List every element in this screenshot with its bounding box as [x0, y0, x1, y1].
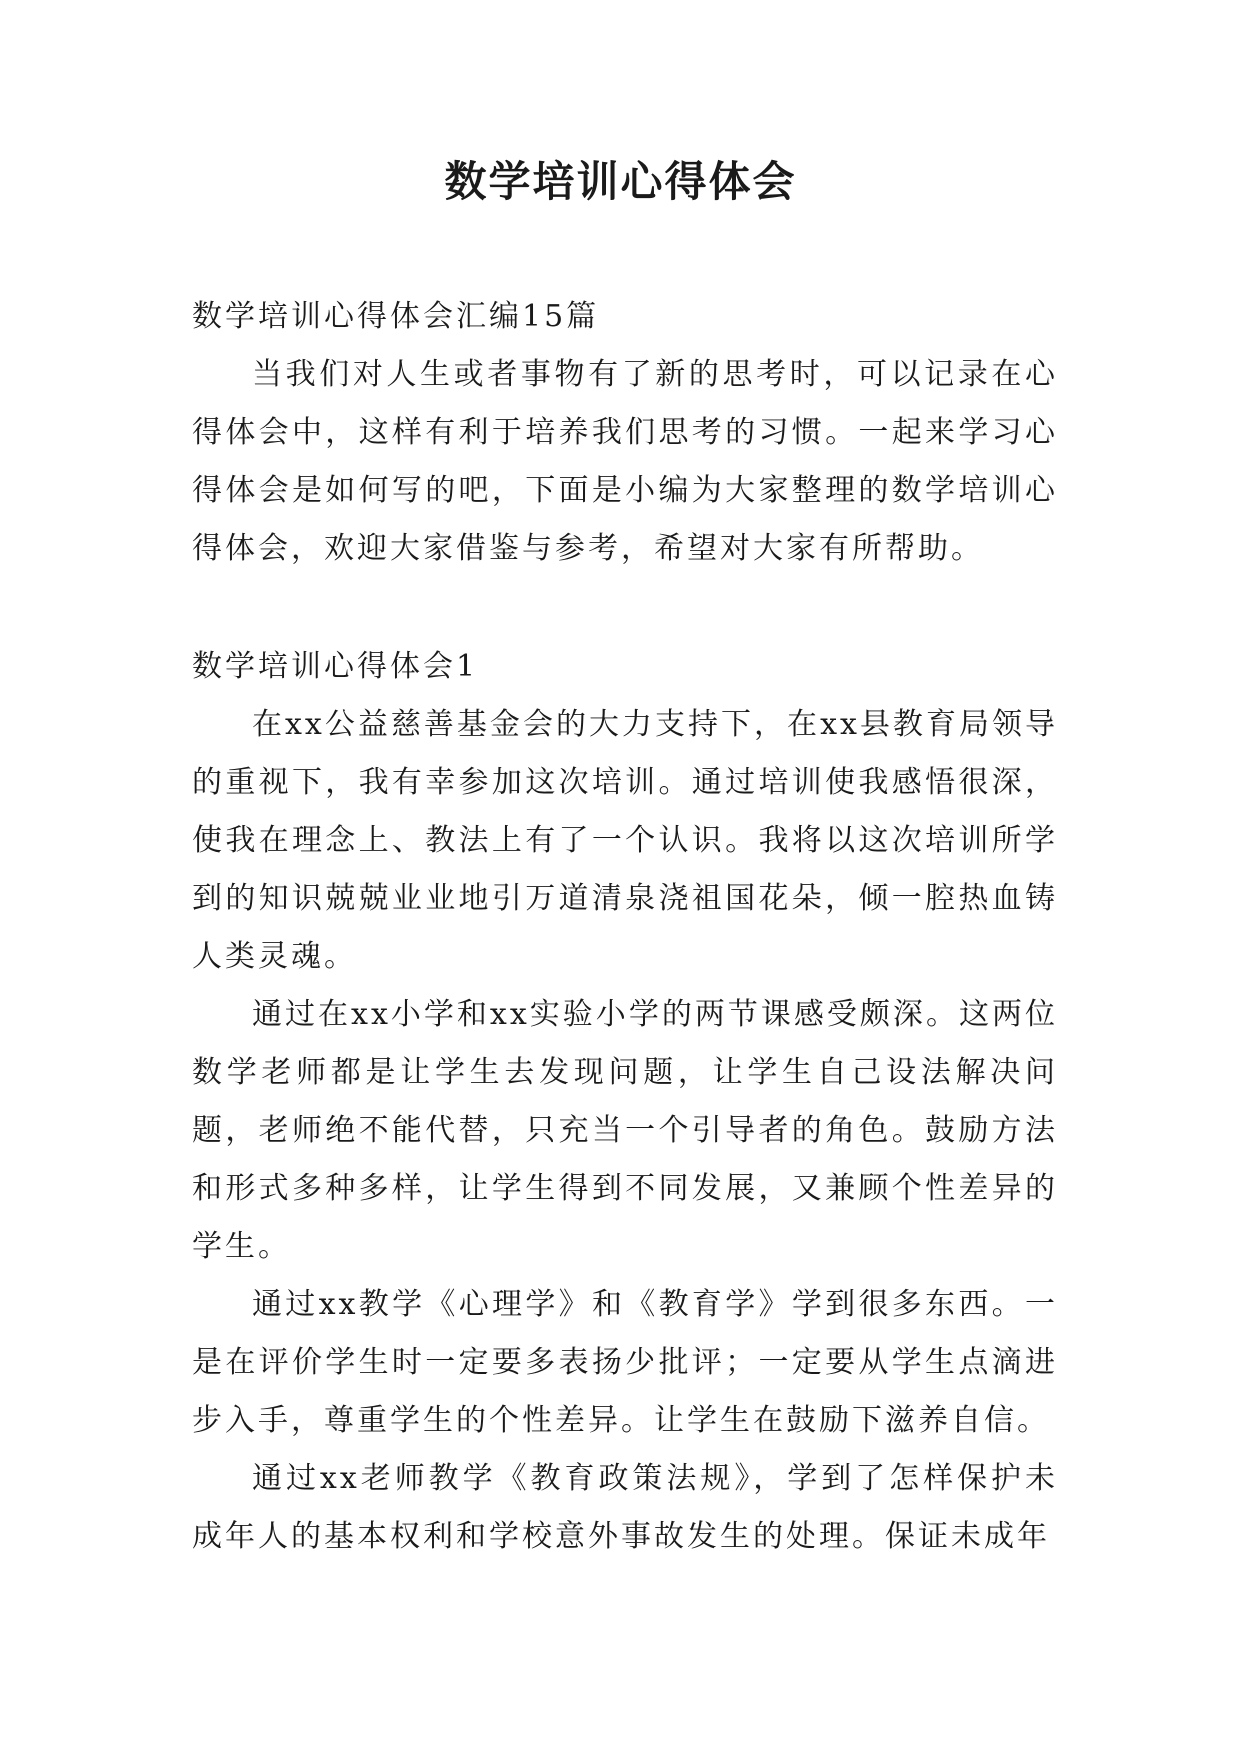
document-title: 数学培训心得体会 [444, 157, 797, 206]
section-heading: 数学培训心得体会1 [192, 649, 479, 684]
body-paragraph: 通过xx老师教学《教育政策法规》，学到了怎样保护未成年人的基本权利和学校意外事故发生的处理。保证未成年 [192, 1461, 1058, 1554]
body-paragraph: 在xx公益慈善基金会的大力支持下，在xx县教育局领导的重视下，我有幸参加这次培训。通过培训使我感悟很深，使我在理念上、教法上有了一个认识。我将以这次培训所学到的知识兢兢业业地引万道清泉浇祖国花朵，倾一腔热血铸人类灵魂。 [192, 707, 1058, 974]
section-spacer [192, 578, 1058, 638]
collection-subtitle: 数学培训心得体会汇编15篇 [192, 299, 600, 334]
document-body [192, 288, 1058, 1566]
body-paragraph: 通过xx教学《心理学》和《教育学》学到很多东西。一是在评价学生时一定要多表扬少批评；一定要从学生点滴进步入手，尊重学生的个性差异。让学生在鼓励下滋养自信。 [192, 1287, 1058, 1438]
body-paragraph: 通过在xx小学和xx实验小学的两节课感受颇深。这两位数学老师都是让学生去发现问题，让学生自己设法解决问题，老师绝不能代替，只充当一个引导者的角色。鼓励方法和形式多种多样，让学生得到不同发展，又兼顾个性差异的学生。 [192, 997, 1058, 1264]
intro-paragraph: 当我们对人生或者事物有了新的思考时，可以记录在心得体会中，这样有利于培养我们思考的习惯。一起来学习心得体会是如何写的吧，下面是小编为大家整理的数学培训心得体会，欢迎大家借鉴与参考，希望对大家有所帮助。 [192, 357, 1058, 566]
